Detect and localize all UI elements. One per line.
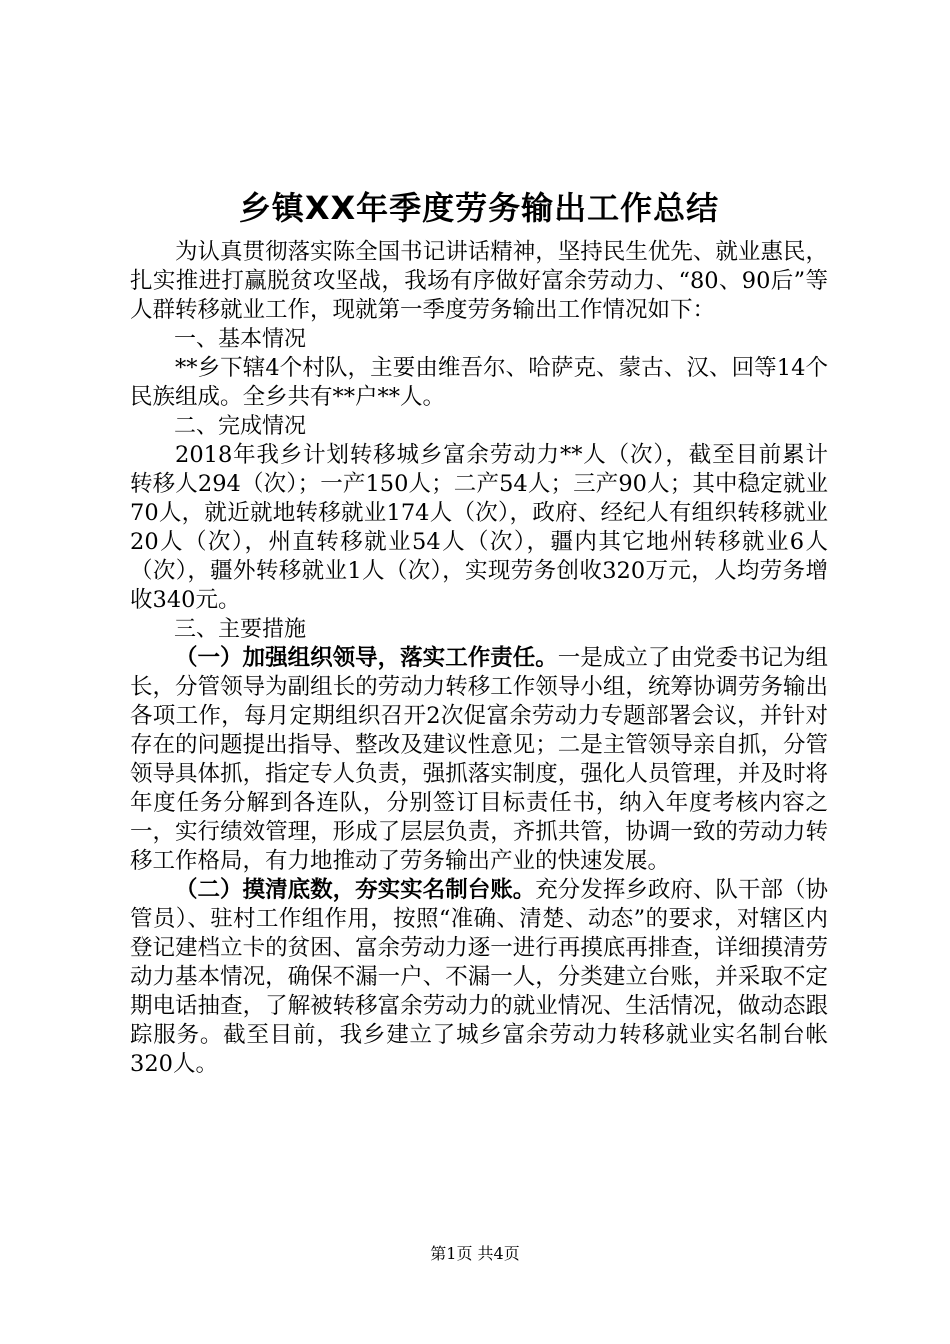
section-body-basic: **乡下辖4个村队，主要由维吾尔、哈萨克、蒙古、汉、回等14个民族组成。全乡共有**户**人。: [130, 355, 828, 410]
intro-paragraph: 为认真贯彻落实陈全国书记讲话精神，坚持民生优先、就业惠民，扎实推进打赢脱贫攻坚战，我场有序做好富余劳动力、“80、90后”等人群转移就业工作，现就第一季度劳务输出工作情况如下：: [130, 239, 828, 323]
section-body-completion: 2018年我乡计划转移城乡富余劳动力**人（次），截至目前累计转移人294（次）；一产150人；二产54人；三产90人；其中稳定就业70人，就近就地转移就业174人（次），政府、经纪人有组织转移就业20人（次），州直转移就业54人（次），疆内其它地州转移就业6人（次），疆外转移就业1人（次），实现劳务创收320万元，人均劳务增收340元。: [130, 442, 828, 613]
section-heading-completion: 二、完成情况: [174, 414, 307, 439]
document-title: 乡镇XX年季度劳务输出工作总结: [238, 189, 720, 227]
measure-body-1: 一是成立了由党委书记为组长，分管领导为副组长的劳动力转移工作领导小组，统筹协调劳务输出各项工作，每月定期组织召开2次促富余劳动力专题部署会议，并针对存在的问题提出指导、整改及建议性意见；二是主管领导亲自抓，分管领导具体抓，指定专人负责，强抓落实制度，强化人员管理，并及时将年度任务分解到各连队，分别签订目标责任书，纳入年度考核内容之一，实行绩效管理，形成了层层负责，齐抓共管，协调一致的劳动力转移工作格局，有力地推动了劳务输出产业的快速发展。: [130, 645, 828, 874]
measure-body-2: 充分发挥乡政府、队干部（协管员）、驻村工作组作用，按照“准确、清楚、动态”的要求，对辖区内登记建档立卡的贫困、富余劳动力逐一进行再摸底再排查，详细摸清劳动力基本情况，确保不漏一户、不漏一人，分类建立台账，并采取不定期电话抽查，了解被转移富余劳动力的就业情况、生活情况，做动态跟踪服务。截至目前，我乡建立了城乡富余劳动力转移就业实名制台帐320人。: [130, 877, 828, 1077]
page-footer: 第1页 共4页: [430, 1244, 520, 1263]
measure-lead-1: （一）加强组织领导，落实工作责任。: [175, 645, 558, 671]
measure-lead-2: （二）摸清底数，夯实实名制台账。: [175, 877, 536, 903]
measure-paragraph-2: [130, 876, 828, 1079]
section-heading-measures: 三、主要措施: [174, 617, 307, 642]
section-heading-basic: 一、基本情况: [174, 327, 307, 352]
measure-paragraph-1: [130, 644, 828, 876]
document-body: [130, 186, 828, 1079]
